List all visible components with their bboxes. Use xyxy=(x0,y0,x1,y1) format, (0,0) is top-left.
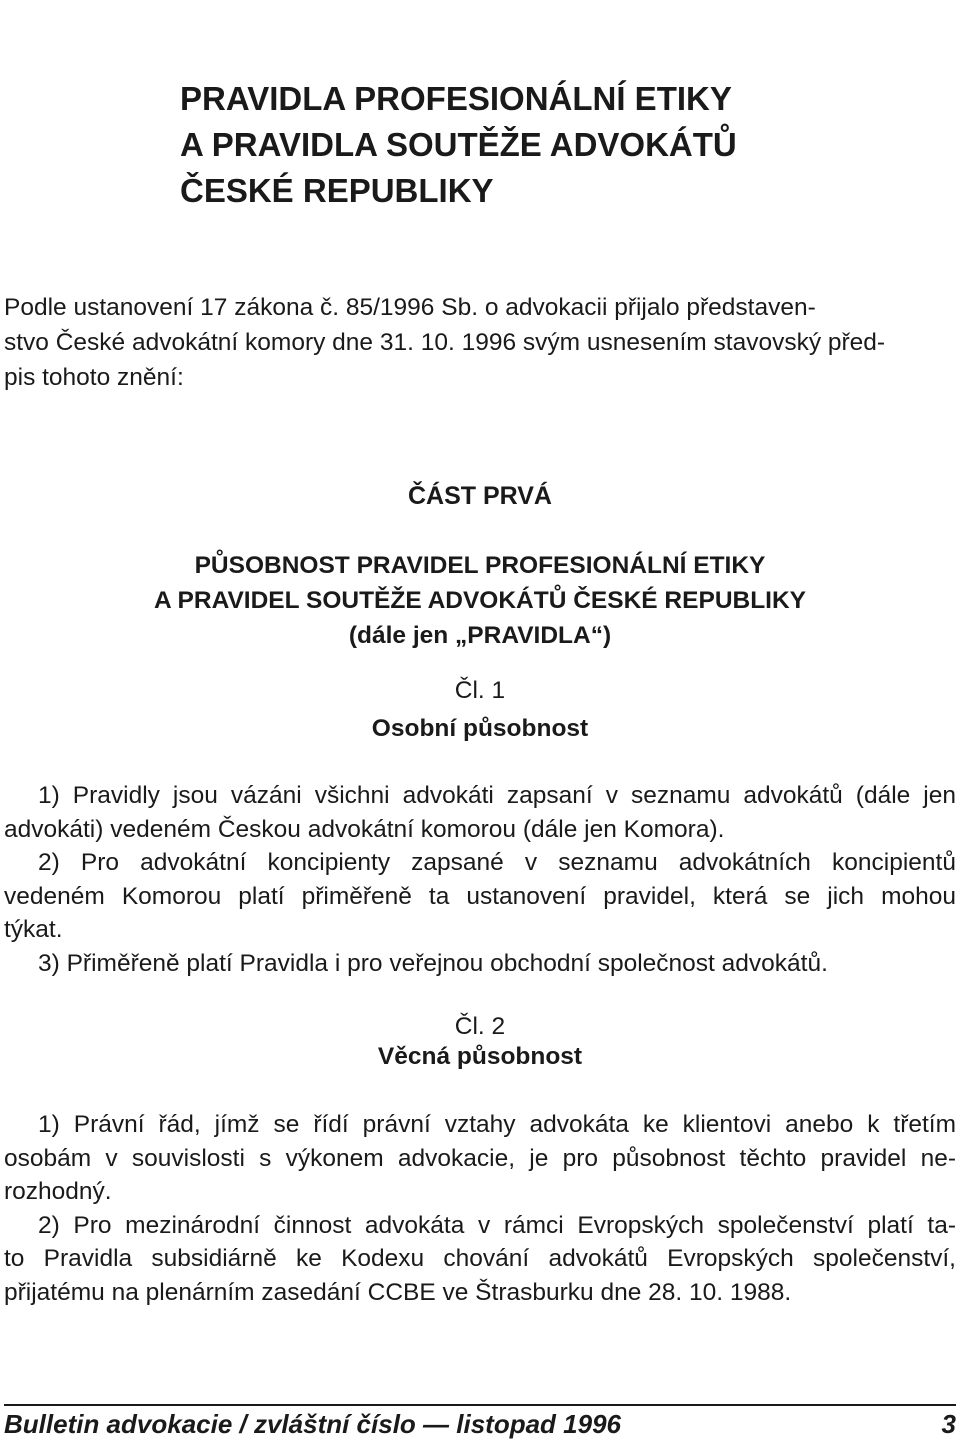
part-subtitle-line-3: (dále jen „PRAVIDLA“) xyxy=(348,622,612,649)
article-2-p1-line-2: osobám v souvislosti s výkonem advokacie, je pro působnost těchto pravidel ne- xyxy=(4,1144,956,1172)
article-1-title: Osobní působnost xyxy=(371,715,589,742)
part-subtitle-line-2: A PRAVIDEL SOUTĚŽE ADVOKÁTŮ ČESKÉ REPUBLIKY xyxy=(153,587,807,614)
article-1-p2-line-3: týkat. xyxy=(4,916,63,943)
article-2-body xyxy=(4,1108,956,1309)
footer-rule xyxy=(4,1404,956,1406)
article-2-p1-line-3: rozhodný. xyxy=(4,1178,112,1205)
intro-paragraph xyxy=(4,290,954,395)
article-1-p3-line-1: 3) Přiměřeně platí Pravidla i pro veřejnou obchodní společnost advokátů. xyxy=(38,949,828,977)
title-line-2: A PRAVIDLA SOUTĚŽE ADVOKÁTŮ xyxy=(180,126,737,163)
part-subtitle-line-1: PŮSOBNOST PRAVIDEL PROFESIONÁLNÍ ETIKY xyxy=(194,552,766,579)
article-1-p1-line-1: 1) Pravidly jsou vázáni všichni advokáti zapsaní v seznamu advokátů (dále jen xyxy=(38,782,956,809)
title-line-1: PRAVIDLA PROFESIONÁLNÍ ETIKY xyxy=(180,80,732,117)
article-2-p2-line-2: to Pravidla subsidiárně ke Kodexu chování advokátů Evropských společenství, xyxy=(4,1245,956,1272)
article-2-p2-line-1: 2) Pro mezinárodní činnost advokáta v rámci Evropských společenství platí ta- xyxy=(38,1211,956,1239)
document-title xyxy=(180,76,880,214)
article-1-p2-line-1: 2) Pro advokátní koncipienty zapsané v seznamu advokátních koncipientů xyxy=(38,849,956,876)
article-2-number: Čl. 2 xyxy=(454,1013,506,1040)
article-1-p2-line-2: vedeném Komorou platí přiměřeně ta ustanovení pravidel, která se jich mohou xyxy=(4,882,956,910)
footer-publication: Bulletin advokacie / zvláštní číslo — listopad 1996 xyxy=(4,1409,621,1439)
intro-line-3: pis tohoto znění: xyxy=(4,364,184,391)
part-heading: ČÁST PRVÁ xyxy=(407,482,552,510)
part-subtitle xyxy=(0,548,960,653)
article-2-p1-line-1: 1) Právní řád, jímž se řídí právní vztahy advokáta ke klientovi anebo k třetím xyxy=(38,1111,956,1138)
article-1-p1-line-2: advokáti) vedeném Českou advokátní komorou (dále jen Komora). xyxy=(4,815,725,843)
intro-line-2: stvo České advokátní komory dne 31. 10. 1996 svým usnesením stavovský před- xyxy=(4,329,886,356)
footer-page-number: 3 xyxy=(941,1409,956,1439)
intro-line-1: Podle ustanovení 17 zákona č. 85/1996 Sb. o advokacii přijalo představen- xyxy=(4,294,816,321)
article-1-number: Čl. 1 xyxy=(454,677,506,704)
title-line-3: ČESKÉ REPUBLIKY xyxy=(180,172,494,209)
article-2-p2-line-3: přijatému na plenárním zasedání CCBE ve Štrasburku dne 28. 10. 1988. xyxy=(4,1278,792,1306)
article-2-title: Věcná působnost xyxy=(377,1043,583,1070)
article-1-body xyxy=(4,779,956,980)
